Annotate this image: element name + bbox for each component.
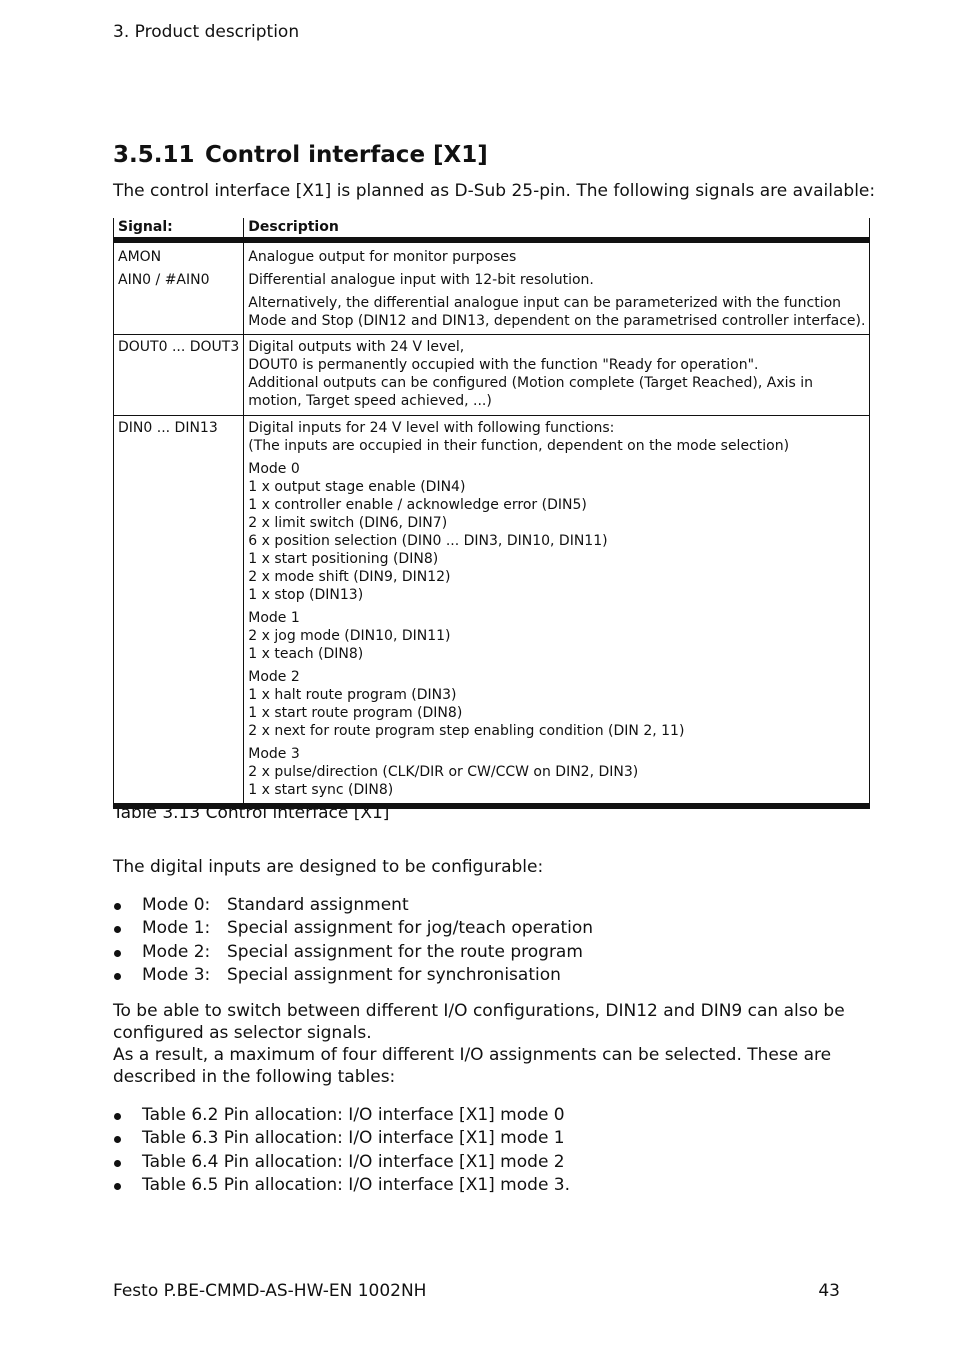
signal-name: AMON (118, 249, 162, 265)
mode-heading: Mode 2 (248, 669, 300, 685)
mode-3-block (248, 745, 865, 799)
table-header-row (114, 218, 870, 240)
paragraph-line: described in the following tables: (113, 1067, 396, 1087)
list-item (113, 1151, 570, 1174)
page-number: 43 (818, 1281, 840, 1301)
mode-description: Special assignment for synchronisation (227, 964, 561, 985)
description-text: (The inputs are occupied in their function, dependent on the mode selection) (248, 438, 790, 454)
table-row-dout (114, 335, 870, 416)
switching-paragraph (113, 1000, 853, 1088)
signal-cell (114, 416, 244, 807)
bullet-icon (114, 973, 121, 980)
table-reference: Table 6.3 Pin allocation: I/O interface [X1] mode 1 (142, 1128, 565, 1149)
mode-label: Mode 1: (142, 918, 211, 939)
list-item (113, 1104, 570, 1127)
section-heading (113, 142, 488, 168)
bullet-icon (114, 1183, 121, 1190)
bullet-icon (114, 1113, 121, 1120)
description-text: Digital inputs for 24 V level with following functions: (248, 420, 615, 436)
signal-cell (114, 267, 244, 335)
list-item (113, 917, 593, 940)
mode-function: 2 x mode shift (DIN9, DIN12) (248, 569, 451, 585)
list-item (113, 894, 593, 917)
list-item (113, 1174, 570, 1197)
mode-heading: Mode 3 (248, 746, 300, 762)
mode-label: Mode 2: (142, 941, 211, 962)
column-header-description: Description (244, 218, 870, 240)
table-row-amon (114, 240, 870, 267)
signal-table (113, 218, 870, 809)
list-item (113, 941, 593, 964)
mode-function: 1 x halt route program (DIN3) (248, 687, 457, 703)
description-cell (244, 335, 870, 416)
table-reference-list (113, 1104, 570, 1197)
bullet-icon (114, 1160, 121, 1167)
mode-function: 1 x start sync (DIN8) (248, 782, 394, 798)
mode-function: 2 x next for route program step enabling condition (DIN 2, 11) (248, 723, 685, 739)
signal-cell (114, 240, 244, 267)
paragraph-line: As a result, a maximum of four different I/O assignments can be selected. These are (113, 1045, 832, 1065)
bullet-icon (114, 926, 121, 933)
mode-list (113, 894, 593, 987)
mode-label: Mode 3: (142, 964, 211, 985)
description-text: DOUT0 is permanently occupied with the function "Ready for operation". (248, 357, 759, 373)
description-text: Alternatively, the differential analogue input can be parameterized with the function (248, 295, 842, 311)
mode-function: 1 x controller enable / acknowledge error (DIN5) (248, 497, 587, 513)
mode-description: Standard assignment (227, 895, 409, 915)
column-header-signal: Signal: (114, 218, 244, 240)
table-reference: Table 6.5 Pin allocation: I/O interface [X1] mode 3. (142, 1174, 571, 1195)
mode-function: 1 x output stage enable (DIN4) (248, 479, 466, 495)
table-caption: Table 3.13 Control interface [X1] (113, 803, 390, 823)
signal-cell (114, 335, 244, 416)
mode-description: Special assignment for jog/teach operation (227, 918, 594, 939)
section-title: Control interface [X1] (205, 142, 488, 168)
paragraph-line: To be able to switch between different I/O configurations, DIN12 and DIN9 can also be (113, 1001, 845, 1021)
bullet-icon (114, 903, 121, 910)
table-reference: Table 6.4 Pin allocation: I/O interface [X1] mode 2 (142, 1151, 565, 1172)
configurable-intro: The digital inputs are designed to be configurable: (113, 857, 544, 877)
mode-function: 1 x start route program (DIN8) (248, 705, 463, 721)
list-item (113, 964, 593, 987)
description-text: Differential analogue input with 12-bit resolution. (248, 272, 594, 288)
mode-function: 1 x teach (DIN8) (248, 646, 364, 662)
table-reference: Table 6.2 Pin allocation: I/O interface [X1] mode 0 (142, 1105, 565, 1125)
bullet-icon (114, 950, 121, 957)
list-item (113, 1127, 570, 1150)
section-intro: The control interface [X1] is planned as D-Sub 25-pin. The following signals are available: (113, 181, 876, 201)
description-cell (244, 240, 870, 267)
mode-function: 2 x jog mode (DIN10, DIN11) (248, 628, 451, 644)
signal-name: AIN0 / #AIN0 (118, 272, 210, 288)
paragraph-line: configured as selector signals. (113, 1023, 372, 1043)
mode-heading: Mode 0 (248, 461, 300, 477)
description-text: Mode and Stop (DIN12 and DIN13, dependent on the parametrised controller interface). (248, 313, 866, 329)
mode-2-block (248, 668, 865, 740)
description-text: motion, Target speed achieved, ...) (248, 393, 492, 409)
mode-description: Special assignment for the route program (227, 941, 583, 962)
mode-function: 2 x pulse/direction (CLK/DIR or CW/CCW on DIN2, DIN3) (248, 764, 639, 780)
mode-function: 1 x start positioning (DIN8) (248, 551, 439, 567)
description-text: Analogue output for monitor purposes (248, 249, 517, 265)
section-number: 3.5.11 (113, 142, 195, 168)
mode-function: 2 x limit switch (DIN6, DIN7) (248, 515, 448, 531)
description-text: Additional outputs can be configured (Motion complete (Target Reached), Axis in (248, 375, 814, 391)
mode-1-block (248, 609, 865, 663)
description-text: Digital outputs with 24 V level, (248, 339, 465, 355)
footer-document-id: Festo P.BE-CMMD-AS-HW-EN 1002NH (113, 1281, 427, 1301)
table-row-din (114, 416, 870, 807)
running-header: 3. Product description (113, 22, 300, 42)
signal-name: DIN0 ... DIN13 (118, 420, 218, 436)
mode-label: Mode 0: (142, 895, 211, 915)
mode-heading: Mode 1 (248, 610, 300, 626)
mode-0-block (248, 460, 865, 604)
table-row-ain (114, 267, 870, 335)
signal-name: DOUT0 ... DOUT3 (118, 339, 240, 355)
mode-function: 1 x stop (DIN13) (248, 587, 364, 603)
description-cell (244, 416, 870, 807)
description-cell (244, 267, 870, 335)
bullet-icon (114, 1136, 121, 1143)
mode-function: 6 x position selection (DIN0 ... DIN3, DIN10, DIN11) (248, 533, 608, 549)
